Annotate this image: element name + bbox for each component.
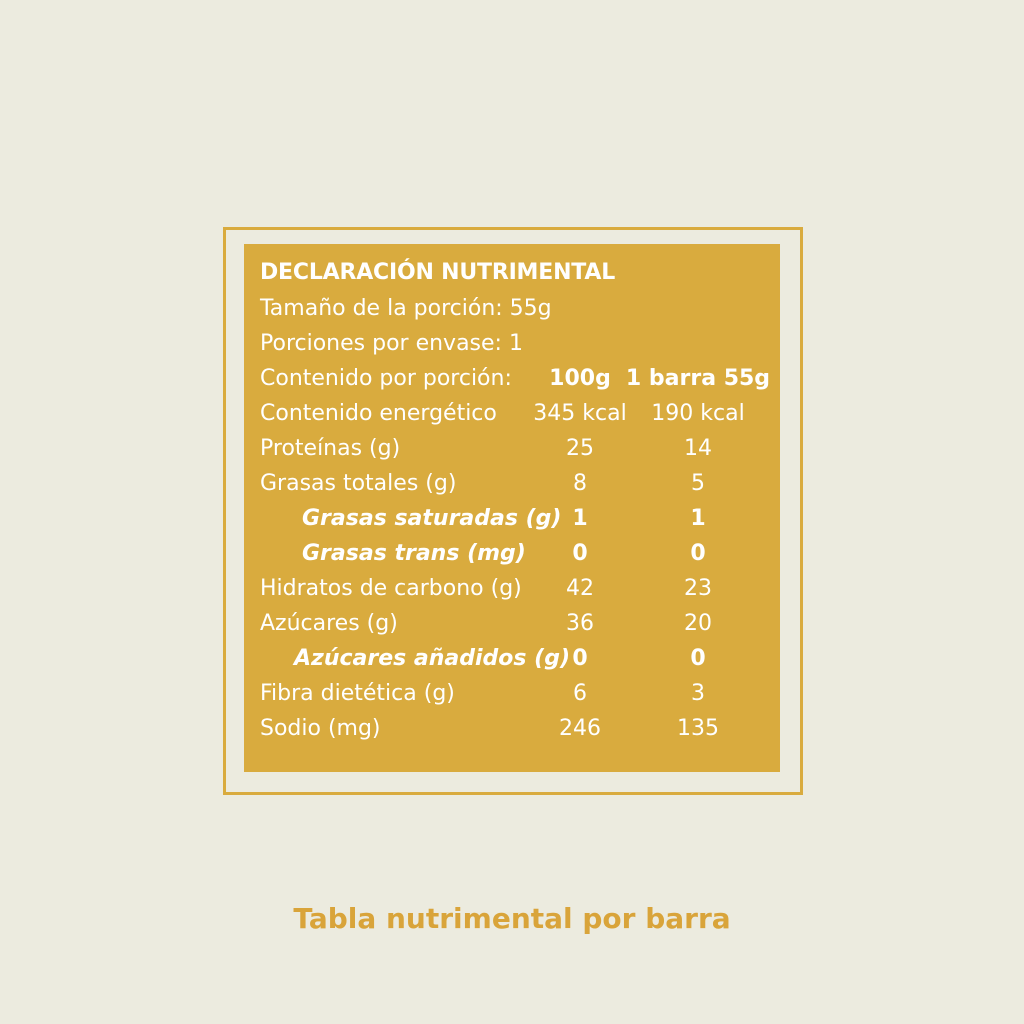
- row-value-bar: 190 kcal: [651, 401, 745, 426]
- row-value-100g: 1: [572, 506, 588, 531]
- table-row: [244, 716, 780, 751]
- table-subrow: [244, 646, 780, 681]
- header-row: [244, 366, 780, 401]
- row-value-100g: 8: [573, 471, 587, 496]
- row-value-100g: 25: [566, 436, 594, 461]
- row-value-bar: 135: [677, 716, 719, 741]
- label-title: DECLARACIÓN NUTRIMENTAL: [260, 260, 616, 285]
- row-value-100g: 345 kcal: [533, 401, 627, 426]
- header-label: Contenido por porción:: [260, 366, 512, 391]
- row-value-100g: 36: [566, 611, 594, 636]
- table-row: [244, 471, 780, 506]
- row-value-100g: 6: [573, 681, 587, 706]
- table-row: [244, 681, 780, 716]
- row-label: Sodio (mg): [260, 716, 381, 741]
- row-value-100g: 0: [572, 541, 588, 566]
- serving-size: Tamaño de la porción: 55g: [260, 296, 552, 321]
- row-label: Grasas saturadas (g): [302, 506, 562, 531]
- servings-per-container: Porciones por envase: 1: [260, 331, 523, 356]
- row-label: Grasas trans (mg): [302, 541, 526, 566]
- nutrition-label: [244, 244, 780, 772]
- row-value-bar: 1: [690, 506, 706, 531]
- row-label: Contenido energético: [260, 401, 497, 426]
- caption: Tabla nutrimental por barra: [293, 902, 731, 935]
- row-label: Grasas totales (g): [260, 471, 457, 496]
- table-row: [244, 611, 780, 646]
- header-col-100g: 100g: [549, 366, 611, 391]
- row-value-bar: 5: [691, 471, 705, 496]
- table-subrow: [244, 506, 780, 541]
- row-label: Hidratos de carbono (g): [260, 576, 522, 601]
- row-label: Proteínas (g): [260, 436, 401, 461]
- row-label: Azúcares (g): [260, 611, 398, 636]
- row-value-bar: 3: [691, 681, 705, 706]
- header-col-bar: 1 barra 55g: [625, 366, 771, 391]
- table-subrow: [244, 541, 780, 576]
- row-value-bar: 14: [684, 436, 712, 461]
- table-row: [244, 576, 780, 611]
- table-row: [244, 436, 780, 471]
- row-label: Fibra dietética (g): [260, 681, 455, 706]
- row-value-100g: 0: [572, 646, 588, 671]
- row-value-bar: 0: [690, 541, 706, 566]
- row-value-bar: 23: [684, 576, 712, 601]
- row-value-bar: 20: [684, 611, 712, 636]
- row-value-100g: 246: [559, 716, 601, 741]
- row-label: Azúcares añadidos (g): [294, 646, 571, 671]
- row-value-bar: 0: [690, 646, 706, 671]
- row-value-100g: 42: [566, 576, 594, 601]
- table-row: [244, 401, 780, 436]
